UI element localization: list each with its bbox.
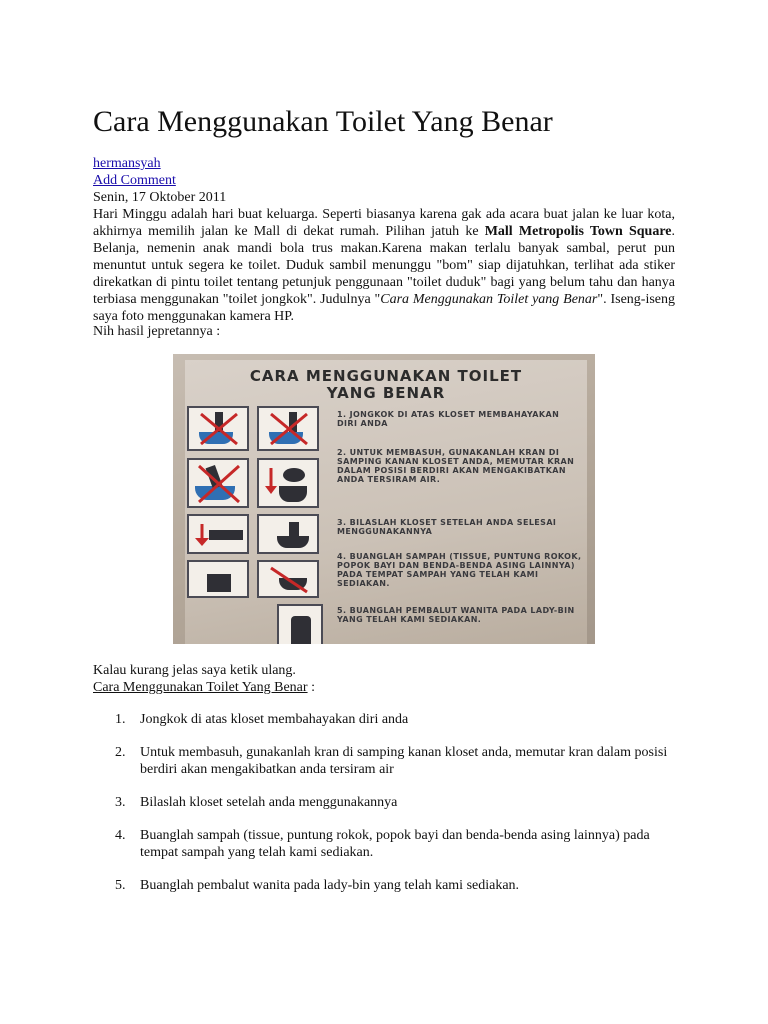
sticker-title-italic: Cara Menggunakan Toilet yang Benar [380,292,598,307]
add-comment-link[interactable]: Add Comment [93,173,176,188]
mall-name: Mall Metropolis Town Square [484,224,672,239]
pictogram-trash-2 [257,560,319,598]
pictogram-squat-2 [257,406,319,451]
pictogram-flush-2 [257,514,319,554]
list-heading [93,679,315,696]
sticker-heading-line2: YANG BENAR [326,384,446,402]
prohibited-icon [267,410,311,448]
sticker-heading [185,368,587,402]
article-date: Senin, 17 Oktober 2011 [93,190,227,205]
sticker-sheet [185,360,587,644]
arrow-down-icon [265,466,277,496]
retype-line: Kalau kurang jelas saya ketik ulang. [93,663,296,678]
sticker-step-5: 5. BUANGLAH PEMBALUT WANITA PADA LADY-BIN YANG TELAH KAMI SEDIAKAN. [337,606,575,624]
list-number: 1. [115,712,126,727]
list-number: 5. [115,878,126,893]
author-link[interactable]: hermansyah [93,156,161,171]
body-text-b: . Belanja, nemenin anak mandi bola trus makan.Karena makan terlalu banyak sambal, perut pun menuntut untuk segera ke toilet. Duduk sambil menunggu "bom" siap dijatuhkan, terlihat ada stiker direkatkan di pintu toilet tentang petunjuk penggunaan "toilet duduk" bagi yang belum tahu dan hanya terbiasa menggunakan "toilet jongkok". Judulnya " [93,224,675,307]
sticker-step-3: 3. BILASLAH KLOSET SETELAH ANDA SELESAI MENGGUNAKANNYA [337,518,557,536]
list-text: Bilaslah kloset setelah anda menggunakannya [140,795,398,810]
prohibited-icon [195,462,243,506]
photo-intro: Nih hasil jepretannya : [93,324,221,339]
list-number: 2. [115,745,126,760]
prohibited-icon [267,564,311,596]
list-text: Untuk membasuh, gunakanlah kran di samping kanan kloset anda, memutar kran dalam posisi berdiri akan mengakibatkan anda tersiram air [140,745,668,777]
pictogram-ladybin [277,604,323,644]
list-item [93,744,683,778]
sticker-step-2: 2. UNTUK MEMBASUH, GUNAKANLAH KRAN DI SAMPING KANAN KLOSET ANDA, MEMUTAR KRAN DALAM POSISI BERDIRI AKAN MENGAKIBATKAN ANDA TERSIRAM AIR. [337,448,575,484]
prohibited-icon [197,410,241,448]
body-text-c: ". Iseng-iseng saya foto menggunakan kamera HP. [93,292,675,324]
arrow-down-icon [193,522,211,548]
sticker-step-1: 1. JONGKOK DI ATAS KLOSET MEMBAHAYAKAN DIRI ANDA [337,410,560,428]
pictogram-trash-1 [187,560,249,598]
list-text: Buanglah sampah (tissue, puntung rokok, popok bayi dan benda-benda asing lainnya) pada tempat sampah yang telah kami sediakan. [140,828,650,860]
pictogram-washing-2 [257,458,319,508]
retype-intro [93,662,315,696]
article-title: Cara Menggunakan Toilet Yang Benar [93,105,553,138]
list-item [93,711,683,728]
list-text: Buanglah pembalut wanita pada lady-bin yang telah kami sediakan. [140,878,520,893]
sticker-heading-line1: CARA MENGGUNAKAN TOILET [249,367,523,385]
article-meta [93,155,226,206]
list-text: Jongkok di atas kloset membahayakan diri anda [140,712,409,727]
pictogram-flush-1 [187,514,249,554]
list-number: 4. [115,828,126,843]
pictogram-washing-1 [187,458,249,508]
body-text-a: Hari Minggu adalah hari buat keluarga. Seperti biasanya karena gak ada acara buat jalan ke luar kota, akhirnya memilih jalan ke Mall di dekat rumah. Pilihan jatuh ke [93,207,675,239]
list-heading-colon: : [307,680,315,695]
list-item [93,827,683,861]
sticker-photo [173,354,595,644]
list-heading-link[interactable]: Cara Menggunakan Toilet Yang Benar [93,680,308,695]
pictogram-squat-1 [187,406,249,451]
sticker-step-4: 4. BUANGLAH SAMPAH (TISSUE, PUNTUNG ROKOK, POPOK BAYI DAN BENDA-BENDA ASING LAINNYA) PADA TEMPAT SAMPAH YANG TELAH KAMI SEDIAKAN. [337,552,582,588]
body-paragraph [93,206,675,325]
list-item [93,794,683,811]
list-item [93,877,683,894]
article-body [93,206,675,325]
rules-list [93,711,683,910]
list-number: 3. [115,795,126,810]
